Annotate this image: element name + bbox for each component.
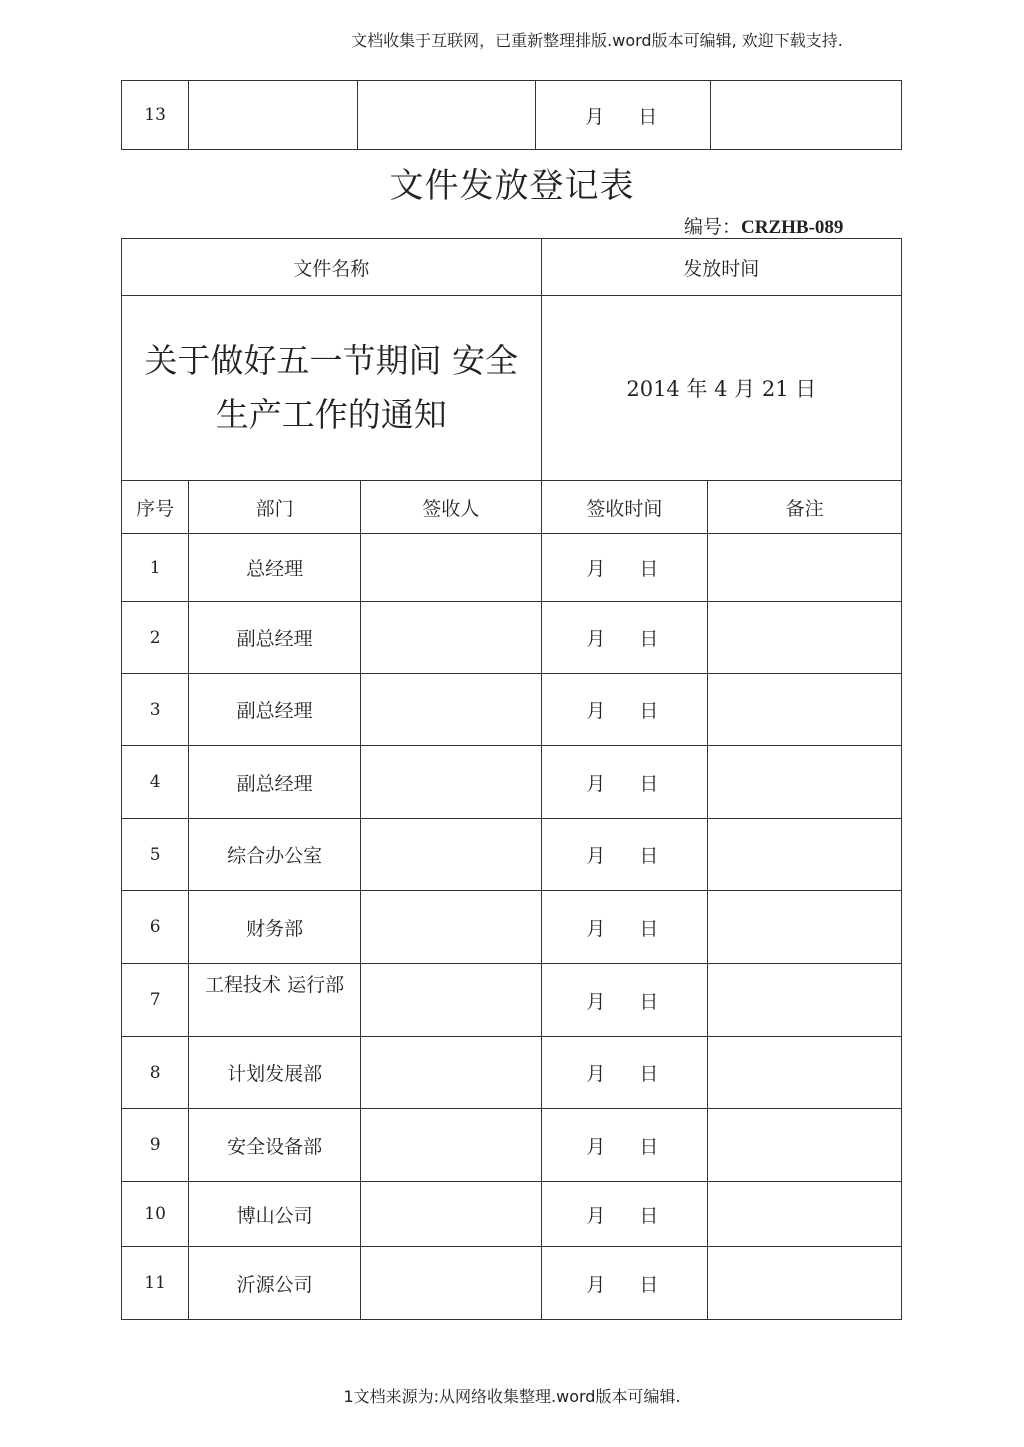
dept-cell <box>189 81 358 150</box>
dept-cell: 财务部 <box>189 891 361 964</box>
table-row <box>122 674 902 746</box>
sign-date-cell: 月 日 <box>536 81 711 150</box>
row-number: 6 <box>122 891 189 964</box>
remark-cell <box>708 746 902 819</box>
footer-note: 1文档来源为:从网络收集整理.word版本可编辑. <box>343 1387 681 1406</box>
signer-cell <box>360 1037 541 1109</box>
dept-cell: 副总经理 <box>189 674 361 746</box>
dept-cell: 副总经理 <box>189 602 361 674</box>
col-header-dept: 部门 <box>189 481 361 534</box>
doc-code-value: CRZHB-089 <box>741 217 844 238</box>
sign-date-cell: 月 日 <box>541 964 708 1037</box>
col-header-sign-time: 签收时间 <box>541 481 708 534</box>
signer-cell <box>360 891 541 964</box>
dept-cell: 副总经理 <box>189 746 361 819</box>
issue-time-value: 2014 年 4 月 21 日 <box>541 296 901 481</box>
sign-date-cell: 月 日 <box>541 534 708 602</box>
doc-name-line-1: 关于做好五一节期间 安全 <box>144 341 519 380</box>
remark-cell <box>708 891 902 964</box>
doc-name-value <box>122 296 542 481</box>
sign-date-cell: 月 日 <box>541 1109 708 1182</box>
header-note: 文档收集于互联网，已重新整理排版.word版本可编辑, 欢迎下载支持. <box>351 31 843 50</box>
signer-cell <box>360 534 541 602</box>
signer-cell <box>360 964 541 1037</box>
sign-date-cell: 月 日 <box>541 1182 708 1247</box>
remark-cell <box>708 1109 902 1182</box>
col-header-signer: 签收人 <box>360 481 541 534</box>
row-number: 8 <box>122 1037 189 1109</box>
signer-cell <box>360 819 541 891</box>
dept-cell: 沂源公司 <box>189 1247 361 1320</box>
doc-name-line-2: 生产工作的通知 <box>215 395 447 434</box>
table-row <box>122 746 902 819</box>
row-number: 4 <box>122 746 189 819</box>
page-title: 文件发放登记表 <box>389 166 635 206</box>
dept-cell: 安全设备部 <box>189 1109 361 1182</box>
doc-header-row <box>122 239 902 296</box>
remark-cell <box>708 1037 902 1109</box>
row-number: 3 <box>122 674 189 746</box>
col-header-remark: 备注 <box>708 481 902 534</box>
dept-cell: 工程技术 运行部 <box>189 964 361 1037</box>
sign-date-cell: 月 日 <box>541 674 708 746</box>
row-number: 11 <box>122 1247 189 1320</box>
doc-value-row <box>122 296 902 481</box>
sign-date-cell: 月 日 <box>541 1037 708 1109</box>
row-number: 7 <box>122 964 189 1037</box>
doc-code <box>684 212 843 239</box>
dept-cell: 综合办公室 <box>189 819 361 891</box>
sign-date-cell: 月 日 <box>541 819 708 891</box>
doc-name-header: 文件名称 <box>122 239 542 296</box>
table-row <box>122 534 902 602</box>
table-row <box>122 891 902 964</box>
col-header-no: 序号 <box>122 481 189 534</box>
table-row <box>122 1182 902 1247</box>
signer-cell <box>360 602 541 674</box>
signer-cell <box>360 1247 541 1320</box>
row-number: 5 <box>122 819 189 891</box>
table-row <box>122 1037 902 1109</box>
table-row <box>122 1247 902 1320</box>
table-row <box>122 964 902 1037</box>
column-header-row <box>122 481 902 534</box>
remark-cell <box>708 534 902 602</box>
table-row <box>122 81 902 150</box>
dept-cell: 计划发展部 <box>189 1037 361 1109</box>
row-number: 13 <box>122 81 189 150</box>
remark-cell <box>708 1247 902 1320</box>
sign-date-cell: 月 日 <box>541 891 708 964</box>
remark-cell <box>708 964 902 1037</box>
row-number: 9 <box>122 1109 189 1182</box>
remark-cell <box>708 819 902 891</box>
signer-cell <box>358 81 536 150</box>
table-row <box>122 602 902 674</box>
signer-cell <box>360 1182 541 1247</box>
issue-time-header: 发放时间 <box>541 239 901 296</box>
row-number: 1 <box>122 534 189 602</box>
signer-cell <box>360 1109 541 1182</box>
signer-cell <box>360 674 541 746</box>
sign-date-cell: 月 日 <box>541 1247 708 1320</box>
table-row <box>122 819 902 891</box>
remark-cell <box>708 602 902 674</box>
remark-cell <box>708 674 902 746</box>
row-number: 2 <box>122 602 189 674</box>
dept-cell: 总经理 <box>189 534 361 602</box>
remark-cell <box>711 81 902 150</box>
dept-cell: 博山公司 <box>189 1182 361 1247</box>
signer-cell <box>360 746 541 819</box>
sign-date-cell: 月 日 <box>541 746 708 819</box>
sign-date-cell: 月 日 <box>541 602 708 674</box>
remark-cell <box>708 1182 902 1247</box>
row-number: 10 <box>122 1182 189 1247</box>
registration-table <box>121 238 902 1320</box>
table-row <box>122 1109 902 1182</box>
continued-table <box>121 80 902 150</box>
doc-code-label: 编号： <box>684 216 742 238</box>
